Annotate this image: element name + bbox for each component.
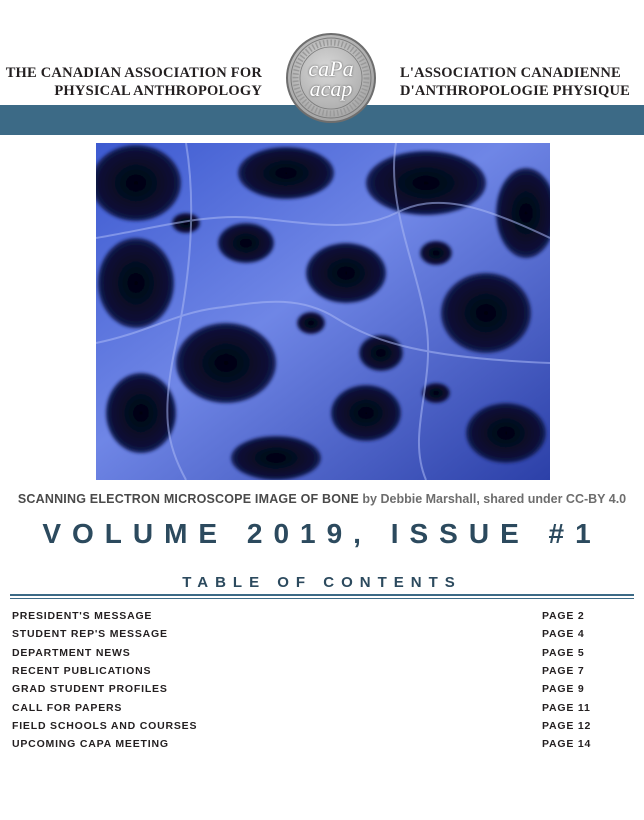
toc-title: TABLE OF CONTENTS [182,574,462,591]
org-name-french [400,64,630,100]
toc-item-label: CALL FOR PAPERS [12,701,123,714]
toc-item-page: PAGE 14 [542,738,592,751]
toc-divider-thin [10,598,634,599]
toc-item[interactable] [12,717,622,735]
toc-item-page: PAGE 12 [542,719,592,732]
capa-seal-logo [286,33,376,123]
bone-sem-image [96,143,550,480]
toc-item[interactable] [12,607,622,625]
toc-list [12,607,622,753]
caption-credit: by Debbie Marshall, shared under CC-BY 4.0 [362,492,627,506]
org-name-english-line2: PHYSICAL ANTHROPOLOGY [54,83,262,99]
org-name-english-line1: THE CANADIAN ASSOCIATION FOR [5,65,262,81]
toc-item-page: PAGE 9 [542,683,585,696]
toc-item-page: PAGE 5 [542,646,585,659]
image-caption [0,492,644,506]
toc-item-label: FIELD SCHOOLS AND COURSES [12,719,198,732]
toc-item-page: PAGE 11 [542,701,591,714]
toc-item-label: DEPARTMENT NEWS [12,646,131,659]
org-name-french-line1: L'ASSOCIATION CANADIENNE [400,65,621,81]
toc-item-page: PAGE 2 [542,610,585,623]
toc-item[interactable] [12,698,622,716]
toc-item-label: GRAD STUDENT PROFILES [12,683,168,696]
org-name-french-line2: D'ANTHROPOLOGIE PHYSIQUE [400,83,630,99]
toc-item[interactable] [12,662,622,680]
toc-item-page: PAGE 7 [542,665,585,678]
toc-item-label: STUDENT REP'S MESSAGE [12,628,168,641]
toc-item[interactable] [12,735,622,753]
caption-title: SCANNING ELECTRON MICROSCOPE IMAGE OF BONE [17,492,359,506]
seal-text-acap: acap [309,76,353,101]
volume-title: VOLUME 2019, ISSUE #1 [42,518,602,549]
toc-item-page: PAGE 4 [542,628,585,641]
org-name-english [6,64,262,100]
toc-item-label: RECENT PUBLICATIONS [12,665,152,678]
toc-item[interactable] [12,680,622,698]
toc-item[interactable] [12,625,622,643]
toc-divider [10,594,634,596]
toc-item-label: UPCOMING CAPA MEETING [12,738,169,751]
seal-text-capa: caPa [308,56,354,81]
toc-item[interactable] [12,644,622,662]
toc-item-label: PRESIDENT'S MESSAGE [12,610,153,623]
